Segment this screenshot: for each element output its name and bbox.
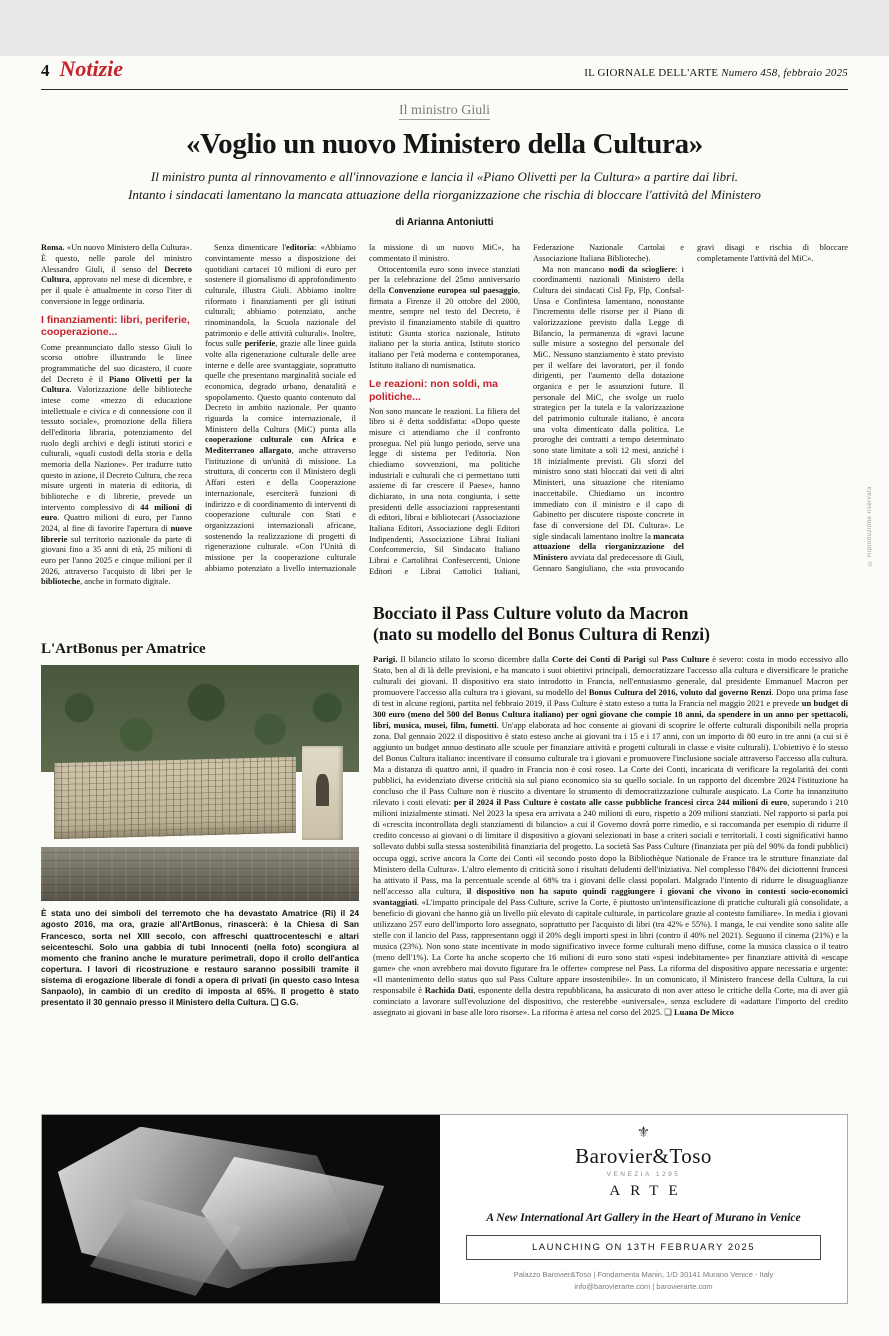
article-paragraph: Ma non mancano nodi da sciogliere: i coordinamenti nazionali Ministero della Cultura dei sindacati Cisl Fp, Flp, Confsal-Unsa e Confintesa lamentano, nonostante l'incremento delle risorse per il Piano di valorizzazione previsto dalla Legge di Bilancio, la permanenza di «gravi lacune sulle misure a sostegno del personale del MiC. Nessuno stanziamento è stato previsto per il welfare dei lavoratori, per il fondo dirigenti, per l'aumento della dotazione organica e per le assunzioni future. Il personale del MiC, che svolge un ruolo strategico per la tutela e la valorizzazione del patrimonio culturale italiano, è ancora una volta dimenticato dalla politica. Le proroghe dei contratti a tempo determinato sono state limitate a soli 12 mesi, anziché i 18 inizialmente previsti. Gli sforzi del ministro sono stati bloccati dai veti di altri Ministeri, una situazione che riteniamo inaccettabile. Chiediamo un incontro immediato con il ministro e il capo di Gabinetto per discutere risposte concrete in fase di conversione del DL Cultura». Le sigle sindacali lamentano inoltre la mancata attuazione della riorganizzazione del Ministero avviata dal predecessore di Giuli, Gennaro Sangiuliano, che «sta provocando gravi disagi e rischia di bloccare completamente l'attività del MiC». xyxy=(533,243,848,573)
page-number: 4 xyxy=(41,61,50,80)
article-paragraph: Ottocentomila euro sono invece stanziati per la celebrazione del 25mo anniversario della Convenzione europea sul paesaggio, firmata a Firenze il 20 ottobre del 2000, mentre, sempre nel testo del Decreto, è previsto il finanziamento stabile di quattro istituti: Giunta storica nazionale, Istituto italiano per la storia antica, Istituto storico italiano per l'età moderna e contemporanea, Istituto italiano di numismatica. xyxy=(369,264,520,370)
deck-line-1: Il ministro punta al rinnovamento e all'innovazione e lancia il «Piano Olivetti per la Cultura» a partire dai libri. xyxy=(150,169,739,184)
ad-address xyxy=(514,1269,774,1292)
ad-brand-subtitle: VENEZIA 1295 xyxy=(606,1171,681,1179)
ad-launch-banner: LAUNCHING ON 13TH FEBRUARY 2025 xyxy=(466,1235,821,1260)
church-facade xyxy=(302,746,343,840)
publication-name: IL GIORNALE DELL'ARTE xyxy=(584,67,719,79)
ad-address-line-1: Palazzo Barovier&Toso | Fondamenta Manin, 1/D 30141 Murano Venice - Italy xyxy=(513,1270,774,1280)
headline: «Voglio un nuovo Ministero della Cultura» xyxy=(185,128,704,160)
retaining-wall xyxy=(41,847,359,901)
article-subhead: Le reazioni: non soldi, ma politiche... xyxy=(369,378,498,403)
ad-glass-photo xyxy=(42,1115,440,1303)
byline: di Arianna Antoniutti xyxy=(395,217,494,229)
copyright-note: © Riproduzione riservata xyxy=(867,486,873,566)
ad-tagline: A New International Art Gallery in the Heart of Murano in Venice xyxy=(486,1212,801,1225)
article-subhead: I finanziamenti: libri, periferie, cooperazione... xyxy=(41,314,190,339)
kicker-row xyxy=(41,101,848,119)
masthead xyxy=(41,56,848,90)
pass-culture-title xyxy=(373,603,848,644)
ad-gallery-name: ARTE xyxy=(609,1183,688,1200)
article-paragraph: Non sono mancate le reazioni. La filiera del libro si è detta soddisfatta: «Dopo queste misure ci attendiamo che il confronto prosegua. Nel più lungo periodo, serve una legge di sistema per l'editoria. Non chiediamo sovvenzioni, ma politiche industriali e culturali che ci permettano tutti assieme di far crescere il Paese», hanno dichiarato, in una nota congiunta, i sette presidenti delle associazioni rappresentanti di editori, librai e bibliotecari (Associazione Italiana Editori, Associazione degli Editori Indipendenti, Associazione Librai Italiani Confcommercio, Sil Sindacato Italiano Librai e Cartolibrai Confesercenti, Unione Editori e Librai Cattolici Italiani, Federazione Nazionale Cartolai e Associazione Italiana Biblioteche). xyxy=(369,243,684,576)
pass-culture-body: Parigi. Il bilancio stilato lo scorso dicembre dalla Corte dei Conti di Parigi sul Pass Culture è severo: costa in modo eccessivo allo Stato, ben al di là delle previsioni, e ha mancato i suoi obiettivi principali, democratizzare l'accesso alla cultura e diversificare le pratiche culturali dei giovani. Il dispositivo era stato introdotto in Francia, nell'entusiasmo generale, dal presidente Emmanuel Macron per promuovere l'accesso alla cultura tra i giovani, su modello del Bonus Cultura del 2016, voluto dal governo Renzi. Dopo una prima fase di test in alcune regioni, partita nel febbraio 2019, il Pass Culture è stato esteso a tutta la Francia nel maggio 2021 e prevede un budget di 300 euro (meno del 500 del Bonus Cultura italiano) per ogni giovane che compie 18 anni, da spendere in un anno per spettacoli, libri, musica, musei, film, fumetti. Un'app elaborata ad hoc consente ai giovani di scoprire le offerte culturali disponibili nella propria zona. Dal gennaio 2022 il dispositivo è stato esteso anche ai giovani tra i 15 e i 17 anni, con un importo di 80 euro in tre anni (a cui si è aggiunto un budget annuo destinato alle scuole per finanziare attività e progetti culturali in classe e visite culturali). L'obiettivo è lo stesso del Bonus Cultura italiano: incentivare il consumo culturale tra i giovani e promuovere l'inclusione sociale attraverso l'accesso alla cultura. Ma a distanza di quattro anni, il quadro in Francia non è così roseo. La Corte dei Conti, incaricata di verificare la regolarità dei conti pubblici, ha evidenziato diverse criticità sia sul piano economico sia su quello sociale. In un rapporto del dicembre 2024 l'istituzione ha concluso che il Pass Culture non è riuscito a diventare lo strumento di democratizzazione culturale auspicato. La Corte ha innanzitutto rilevato i costi elevati: per il 2024 il Pass Culture è costato alle casse pubbliche francesi circa 244 milioni di euro, superando i 210 milioni inizialmente stimati. Nel 2023 la spesa era arrivata a 240 milioni di euro, rispetto a 209 milioni stanziati. Nel rapporto si parla poi di «crescita incontrollata degli stanziamenti di bilancio» a cui il Governo dovrà porre rimedio, e si raccomanda per esempio di ridurre il credito concesso ai giovani o di limitare il dispositivo a giovani selezionati in base a criteri sociali e territoriali. I costi significativi hanno sollevato dubbi sulla stessa sostenibilità finanziaria del progetto. La società Sas Pass Culture (finanziata per più del 90% da fondi pubblici) occupa oggi, scrive ancora la Corte dei Conti «il secondo posto dopo la Bibliothèque Nationale de France tra le strutture finanziate dal Ministero della Cultura». L'altro elemento di criticità sono i risultati deludenti dell'iniziativa. Nel complesso l'84% dei diciottenni francesi ha attivato il Pass, ma la percentuale scende al 68% tra i giovani delle classi popolari. Malgrado l'intento di ridurre le disuguaglianze nell'accesso alla cultura, il dispositivo non ha saputo quindi raggiungere i giovani che vivono in contesti socio-economici svantaggiati. «L'impatto principale del Pass Culture, scrive la Corte, è piuttosto un'intensificazione di pratiche culturali già consolidate, a beneficio di giovani che hanno già un livello più elevato di capitale culturale, in particolare grazie al contesto familiare». In media i giovani utilizzano 257 euro dell'importo loro assegnato, soprattutto per l'acquisto di libri (tra 42% e 55%). I manga, le cui vendite sono salite alle stelle con il lancio del Pass, rappresentano oggi il 20% degli importi spesi in libri (contro il 40% nel 2021). Seguono il cinema (21%) e la musica (23%). Non sono state incentivate in modo significativo invece forme culturali meno diffuse, come la musica classica o il teatro (meno dell'1%). La Corte ha anche scoperto che 16 milioni di euro sono stati «spesi indebitamente» per finanziare attività di «escape game» che «non avrebbero mai dovuto figurare fra le offerte» comprese nel Pass. La riforma del dispositivo appare necessaria e urgente: «Il mantenimento dello status quo sul Pass Culture appare insostenibile». In un comunicato, il Ministero francese della Cultura, la cui responsabile è Rachida Dati, esponente della destra repubblicana, ha assicurato di non aver atteso le critiche della Corte, ma di aver già cominciato a lavorare sull'evoluzione del dispositivo, che resterebbe «universale», senza escludere di «adattare l'importo del credito assegnato ai giovani in base alle loro risorse». La riforma è attesa nel corso del 2025. ❑ Luana De Micco xyxy=(373,653,849,1018)
barovier-emblem-icon: ⚜ xyxy=(636,1125,651,1142)
ad-address-line-2: info@barovierarte.com | barovierarte.com xyxy=(574,1281,713,1291)
scaffolding-overlay xyxy=(54,757,296,839)
pass-title-line-1: Bocciato il Pass Culture voluto da Macron xyxy=(373,603,689,624)
ad-content xyxy=(440,1115,847,1303)
artbonus-caption: È stata uno dei simboli del terremoto che ha devastato Amatrice (Ri) il 24 agosto 2016, ma ora, grazie all'ArtBonus, rinascerà: è la Chiesa di San Francesco, sorta nel XIII secolo, con affreschi quattrocenteschi e altari seicenteschi. Solo una gabbia di tubi Innocenti (nella foto) scongiura al momento che franino anche le murature perimetrali, dopo il crollo dell'antica copertura. I lavori di ricostruzione e restauro saranno possibili tramite il sistema di erogazione liberale di fondi a opera di privati (in questo caso Intesa Sanpaolo), in cambio di un credito di imposta al 65%. Il progetto è stato presentato il 30 gennaio presso il Ministero della Cultura. ❑ G.G. xyxy=(41,908,359,1008)
deck xyxy=(50,168,840,204)
masthead-left xyxy=(41,56,123,82)
amatrice-photo xyxy=(41,665,359,901)
artbonus-title: L'ArtBonus per Amatrice xyxy=(41,641,206,658)
artbonus-block xyxy=(41,603,359,1101)
section-title: Notizie xyxy=(59,56,124,81)
article-paragraph: Roma. «Un nuovo Ministero della Cultura». È questo, nelle parole del ministro Alessandro Giuli, il senso del Decreto Cultura, approvato nel mese di dicembre, e per il quale è attualmente in corso l'iter di conversione in legge ordinaria. xyxy=(41,243,192,306)
issue-info: Numero 458, febbraio 2025 xyxy=(721,67,848,79)
advertisement[interactable] xyxy=(41,1114,848,1304)
masthead-right xyxy=(584,67,848,79)
kicker: Il ministro Giuli xyxy=(399,103,490,118)
pass-title-line-2: (nato su modello del Bonus Cultura di Renzi) xyxy=(373,624,710,645)
deck-line-2: Intanto i sindacati lamentano la mancata attuazione della riorganizzazione che rischia di bloccare l'attività del Ministero xyxy=(128,187,761,203)
article-paragraph: Come preannunciato dallo stesso Giuli lo scorso ottobre illustrando le linee programmatiche del suo dicastero, il cuore del Decreto è il Piano Olivetti per la Cultura. Valorizzazione delle biblioteche intese come «mezzo di educazione intellettuale e civica e di connessione con il tessuto sociale», promozione della filiera dell'editoria libraria, potenziamento del ruolo degli archivi e degli istituti storici e culturali, «quali custodi della storia e della memoria della Nazione». Per tradurre tutto questo in azione, il Decreto Cultura, che reca misure urgenti in materia di editoria, di biblioteche e di librerie, prevede un intervento complessivo di 44 milioni di euro. Quattro milioni di euro, per l'anno 2024, al fine di favorire l'apertura di nuove librerie sul territorio nazionale da parte di giovani fino a 35 anni di età, 25 milioni di euro per l'anno 2025 e cinque milioni per il 2026, attraverso l'acquisto di libri per le biblioteche, anche in formato digitale. xyxy=(41,342,192,587)
lead-article-body xyxy=(41,243,848,595)
article-paragraph: Senza dimenticare l'editoria: «Abbiamo convintamente messo a disposizione dei quotidiani cartacei 10 milioni di euro per sostenere il giornalismo di approfondimento culturale, illustra Giuli. Abbiamo inoltre riformato i finanziamenti per gli istituti culturali; abbiamo potenziato, anche rinominandola, la Scuola nazionale del patrimonio e delle attività culturali». Inoltre, focus sulle periferie, grazie alle linee guida volte alla rigenerazione culturale delle aree interne e delle aree svantaggiate, soprattutto quelle che presentano marginalità sociale ed economica, degrado urbano, denatalità e spopolamento. Questo quanto contenuto dal Decreto in ambito nazionale. Per quanto riguarda la cornice internazionale, il Ministero della Cultura (MiC) punta alla cooperazione culturale con Africa e Mediterraneo allargato, anche attraverso l'istituzione di un'unità di missione. La struttura, di concerto con il Ministero degli Affari esteri e della Cooperazione internazionale, eserciterà funzioni di indirizzo e di coordinamento di interventi di cooperazione culturale con Stati e organizzazioni internazionali africane, sostenendo la realizzazione di progetti di rigenerazione culturale. «Con l'Unità di missione per la cooperazione culturale abbiamo potenziato a livello internazionale la missione di un nuovo MiC», ha commentato il ministro. xyxy=(205,243,520,573)
pass-culture-article xyxy=(373,603,848,1101)
ad-brand-name: Barovier&Toso xyxy=(575,1144,712,1169)
newspaper-page xyxy=(0,56,889,1336)
lower-section xyxy=(41,603,848,1101)
